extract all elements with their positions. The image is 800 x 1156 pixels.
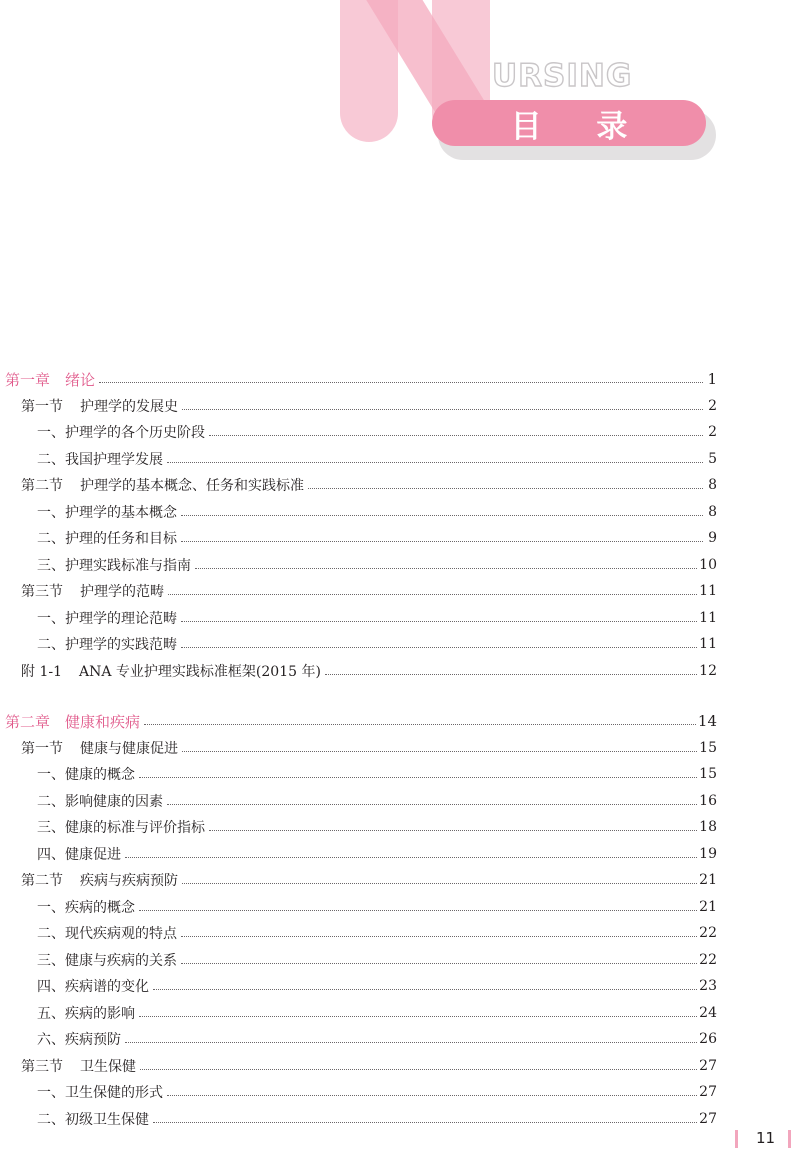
dot-leader <box>125 1041 697 1043</box>
page-number: 21 <box>699 872 717 889</box>
footer-accent-left <box>735 1130 738 1148</box>
section-title: 护理学的基本概念、任务和实践标准 <box>80 478 304 495</box>
chapter-title: 第二章 健康和疾病 <box>5 712 141 731</box>
dot-leader <box>181 962 697 964</box>
section-title: 疾病与疾病预防 <box>80 873 178 890</box>
item-title: 三、健康与疾病的关系 <box>37 952 177 969</box>
page-number: 9 <box>708 530 717 547</box>
dot-leader <box>99 381 703 383</box>
dot-leader <box>209 434 703 436</box>
page-number: 23 <box>699 978 717 995</box>
dot-leader <box>181 514 703 516</box>
item-title: 四、疾病谱的变化 <box>37 979 149 996</box>
item-title: 四、健康促进 <box>37 846 121 863</box>
page-number: 27 <box>699 1084 717 1101</box>
dot-leader <box>195 567 697 569</box>
page-number: 19 <box>699 845 717 862</box>
item-title: 一、健康的概念 <box>37 767 135 784</box>
dot-leader <box>167 461 703 463</box>
page-number: 21 <box>699 898 717 915</box>
section-title: 护理学的范畴 <box>80 584 164 601</box>
item-title: 二、护理学的实践范畴 <box>37 637 177 654</box>
page-number: 15 <box>699 766 717 783</box>
dot-leader <box>139 776 697 778</box>
item-title: 五、疾病的影响 <box>37 1005 135 1022</box>
toc-item[interactable] <box>0 761 717 788</box>
page-number: 22 <box>699 951 717 968</box>
toc-item[interactable] <box>0 1079 717 1106</box>
dot-leader <box>139 909 697 911</box>
footer-page-number: 11 <box>756 1129 776 1147</box>
section-number: 第一节 <box>21 398 63 415</box>
toc-item[interactable] <box>0 525 717 552</box>
section-number: 第二节 <box>21 478 63 495</box>
section-title: 健康与健康促进 <box>80 740 178 757</box>
item-title: 六、疾病预防 <box>37 1032 121 1049</box>
section-title: 卫生保健 <box>80 1058 136 1075</box>
toc-item[interactable] <box>0 499 717 526</box>
page-number: 11 <box>699 583 717 600</box>
dot-leader <box>325 673 697 675</box>
toc-chapter-1[interactable] <box>0 366 717 393</box>
dot-leader <box>182 750 697 752</box>
toc-item[interactable] <box>0 788 717 815</box>
dot-leader <box>181 935 697 937</box>
toc-item[interactable] <box>0 552 717 579</box>
toc-item[interactable] <box>0 605 717 632</box>
dot-leader <box>308 487 703 489</box>
toc-item[interactable] <box>0 1000 717 1027</box>
toc-section[interactable] <box>0 1053 717 1080</box>
table-of-contents <box>0 366 717 1132</box>
dot-leader <box>144 723 696 725</box>
toc-section[interactable] <box>0 735 717 762</box>
page-number: 10 <box>699 556 717 573</box>
toc-item[interactable] <box>0 814 717 841</box>
page-number: 26 <box>699 1031 717 1048</box>
section-number: 第三节 <box>21 1058 63 1075</box>
toc-section[interactable] <box>0 393 717 420</box>
item-title: 一、护理学的基本概念 <box>37 504 177 521</box>
toc-item[interactable] <box>0 1106 717 1133</box>
page-number: 14 <box>697 712 717 731</box>
toc-item[interactable] <box>0 894 717 921</box>
page-number: 5 <box>708 450 717 467</box>
toc-section[interactable] <box>0 578 717 605</box>
dot-leader <box>140 1068 697 1070</box>
dot-leader <box>181 540 703 542</box>
dot-leader <box>182 882 697 884</box>
toc-item[interactable] <box>0 973 717 1000</box>
page-number: 2 <box>708 397 717 414</box>
brand-word: URSING <box>492 58 633 94</box>
page-number: 12 <box>699 662 717 679</box>
page-number: 2 <box>708 424 717 441</box>
page-number: 22 <box>699 925 717 942</box>
section-title: 护理学的发展史 <box>80 398 178 415</box>
page-number: 27 <box>699 1057 717 1074</box>
item-title: 三、健康的标准与评价指标 <box>37 820 205 837</box>
page-number: 18 <box>699 819 717 836</box>
page-number: 11 <box>699 636 717 653</box>
dot-leader <box>182 408 703 410</box>
dot-leader <box>125 856 697 858</box>
page-number: 15 <box>699 739 717 756</box>
item-title: 二、影响健康的因素 <box>37 793 163 810</box>
toc-item[interactable] <box>0 1026 717 1053</box>
appendix-number: 附 1-1 <box>21 663 62 680</box>
appendix-title: ANA 专业护理实践标准框架(2015 年) <box>79 663 321 680</box>
page-number: 27 <box>699 1110 717 1127</box>
chapter-title: 第一章 绪论 <box>5 370 96 389</box>
toc-item[interactable] <box>0 920 717 947</box>
dot-leader <box>209 829 697 831</box>
dot-leader <box>168 593 697 595</box>
section-number: 第三节 <box>21 584 63 601</box>
toc-item[interactable] <box>0 419 717 446</box>
dot-leader <box>139 1015 697 1017</box>
toc-appendix[interactable] <box>0 658 717 685</box>
nursing-logo <box>336 0 716 170</box>
page-number: 1 <box>707 370 717 389</box>
item-title: 二、护理的任务和目标 <box>37 531 177 548</box>
dot-leader <box>167 803 697 805</box>
page-number: 11 <box>699 609 717 626</box>
dot-leader <box>181 646 697 648</box>
item-title: 二、我国护理学发展 <box>37 451 163 468</box>
toc-item[interactable] <box>0 841 717 868</box>
dot-leader <box>181 620 697 622</box>
toc-section[interactable] <box>0 472 717 499</box>
section-number: 第二节 <box>21 873 63 890</box>
dot-leader <box>153 988 697 990</box>
item-title: 一、卫生保健的形式 <box>37 1085 163 1102</box>
item-title: 一、护理学的理论范畴 <box>37 610 177 627</box>
section-number: 第一节 <box>21 740 63 757</box>
footer-accent-right <box>788 1130 791 1148</box>
toc-chapter-2[interactable] <box>0 708 717 735</box>
page-number: 16 <box>699 792 717 809</box>
page-title: 目 录 <box>510 108 650 145</box>
page-number: 8 <box>708 477 717 494</box>
toc-section[interactable] <box>0 867 717 894</box>
dot-leader <box>153 1121 697 1123</box>
page-number: 24 <box>699 1004 717 1021</box>
toc-item[interactable] <box>0 631 717 658</box>
page-number: 8 <box>708 503 717 520</box>
item-title: 二、现代疾病观的特点 <box>37 926 177 943</box>
item-title: 一、疾病的概念 <box>37 899 135 916</box>
toc-item[interactable] <box>0 446 717 473</box>
toc-item[interactable] <box>0 947 717 974</box>
item-title: 三、护理实践标准与指南 <box>37 557 191 574</box>
item-title: 一、护理学的各个历史阶段 <box>37 425 205 442</box>
dot-leader <box>167 1094 697 1096</box>
item-title: 二、初级卫生保健 <box>37 1111 149 1128</box>
